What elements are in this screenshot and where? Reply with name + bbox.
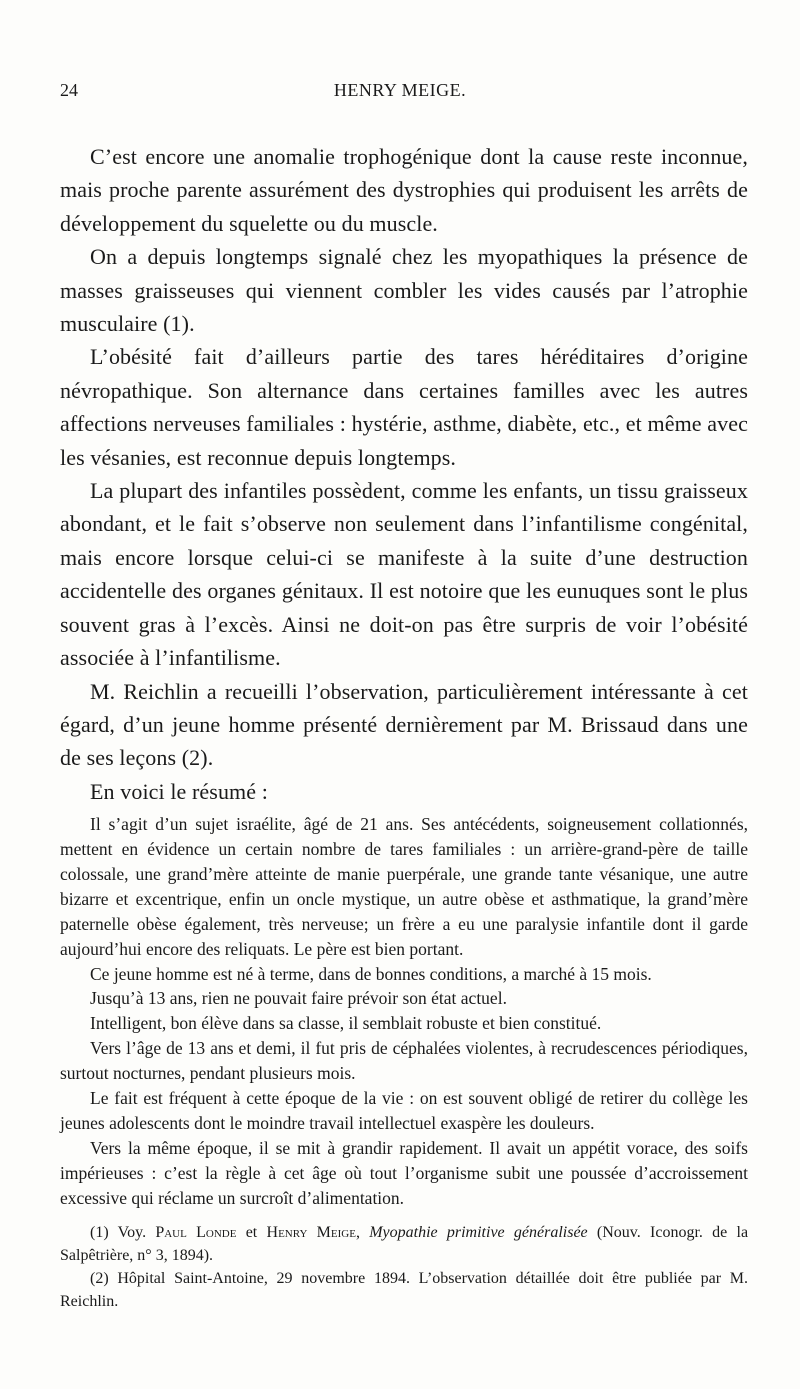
body-paragraph: M. Reichlin a recueilli l’observation, particulièrement intéressante à cet égard, d’un jeune homme présenté dernièrement par M. Brissaud dans une de ses leçons (2). [60, 678, 748, 771]
summary-paragraph: Le fait est fréquent à cette époque de la vie : on est souvent obligé de retirer du collège les jeunes adolescents dont le moindre travail intellectuel exaspère les douleurs. [60, 1088, 748, 1133]
body-paragraph: C’est encore une anomalie trophogénique dont la cause reste inconnue, mais proche parente assurément des dystrophies qui produisent les arrêts de développement du squelette ou du muscle. [60, 144, 748, 236]
footnote-1-author-2: Henry Meige [266, 1223, 356, 1241]
page-header [60, 80, 740, 110]
text-block [60, 140, 748, 1313]
page-number: 24 [60, 80, 78, 100]
footnote-1 [60, 1221, 748, 1267]
body-paragraph: En voici le résumé : [90, 778, 268, 804]
body-paragraph: On a depuis longtemps signalé chez les myopathiques la présence de masses graisseuses qui viennent combler les vides causés par l’atrophie musculaire (1). [60, 244, 748, 337]
case-summary [60, 812, 748, 1211]
summary-paragraph: Vers l’âge de 13 ans et demi, il fut pris de céphalées violentes, à recrudescences périodiques, surtout nocturnes, pendant plusieurs mois. [60, 1038, 748, 1084]
body-paragraph: L’obésité fait d’ailleurs partie des tares héréditaires d’origine névropathique. Son alternance dans certaines familles avec les autres affections nerveuses familiales : hystérie, asthme, diabète, etc., et même avec les vésanies, est reconnue depuis longtemps. [60, 344, 748, 470]
summary-paragraph: Intelligent, bon élève dans sa classe, il semblait robuste et bien constitué. [90, 1013, 602, 1034]
running-head: HENRY MEIGE. [333, 80, 467, 100]
footnote-1-rest: (Nouv. Iconogr. de la Salpêtrière, n° 3, 1894). [60, 1223, 749, 1264]
body-paragraph: La plupart des infantiles possèdent, comme les enfants, un tissu graisseux abondant, et le fait s’observe non seulement dans l’infantilisme congénital, mais encore lorsque celui-ci se manifeste à la suite d’une destruction accidentelle des organes génitaux. Il est notoire que les eunuques sont le plus souvent gras à l’excès. Ainsi ne doit-on pas être surpris de voir l’obésité associée à l’infantilisme. [60, 478, 748, 671]
summary-paragraph: Jusqu’à 13 ans, rien ne pouvait faire prévoir son état actuel. [90, 988, 507, 1009]
summary-paragraph: Ce jeune homme est né à terme, dans de bonnes conditions, a marché à 15 mois. [90, 963, 652, 984]
footnote-1-connector: et [245, 1223, 258, 1241]
summary-paragraph: Il s’agit d’un sujet israélite, âgé de 21 ans. Ses antécédents, soigneusement collationnés, mettent en évidence un certain nombre de tares familiales : un arrière-grand-père de taille colossale, une grand’mère atteinte de manie puerpérale, une grande tante vésanique, une autre bizarre et excentrique, enfin un oncle mystique, un autre obèse et asthmatique, la grand’mère paternelle obèse également, très nerveuse; un frère a eu une paralysie infantile dont il garde aujourd’hui encore des reliquats. Le père est bien portant. [60, 814, 748, 959]
summary-paragraph: Vers la même époque, il se mit à grandir rapidement. Il avait un appétit vorace, des soifs impérieuses : c’est la règle à cet âge où tout l’organisme subit une poussée d’accroissement excessive qui réclame un surcroît d’alimentation. [60, 1137, 748, 1208]
footnote-1-author-1: Paul Londe [155, 1223, 237, 1241]
footnotes [60, 1221, 748, 1313]
body-text [60, 140, 748, 808]
footnote-1-title: Myopathie primitive généralisée [369, 1223, 588, 1241]
footnote-1-separator: , [355, 1223, 360, 1241]
footnote-1-prefix: (1) Voy. [90, 1223, 147, 1241]
footnote-2: (2) Hôpital Saint-Antoine, 29 novembre 1894. L’observation détaillée doit être publiée par M. Reichlin. [60, 1269, 748, 1310]
